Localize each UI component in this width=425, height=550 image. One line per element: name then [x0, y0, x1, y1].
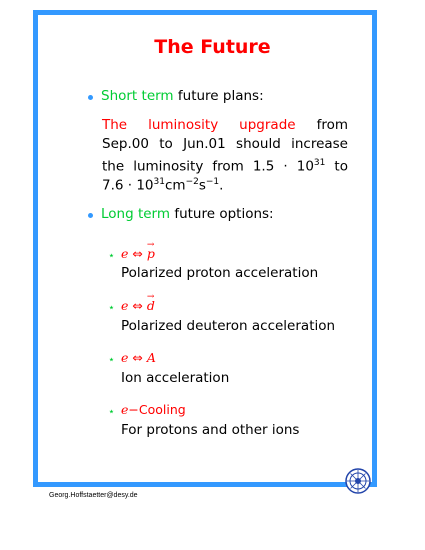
star-bullet-icon: ⋆ [108, 405, 115, 418]
option-formula [121, 298, 155, 314]
long-term-highlight: Long term [101, 206, 171, 222]
formula-rhs-vector: → d [147, 298, 155, 314]
exponent: 31 [313, 158, 326, 168]
long-term-rest: future options: [170, 206, 274, 222]
formula-rhs: A [146, 350, 156, 365]
bullet-dot [88, 95, 93, 100]
para-line-4 [102, 173, 348, 192]
para-word: from [316, 117, 348, 133]
formula-lhs: e [121, 350, 129, 365]
exponent: −2 [185, 177, 199, 187]
dash: − [128, 402, 139, 417]
formula-rhs: Cooling [138, 402, 186, 417]
desy-logo-icon [345, 468, 371, 494]
option-description: For protons and other ions [121, 422, 300, 438]
para-line-1 [102, 116, 348, 135]
para-word: luminosity [148, 117, 219, 133]
para-word: upgrade [239, 117, 296, 133]
footer-email: Georg.Hoffstaetter@desy.de [49, 492, 138, 499]
slide-content [38, 15, 372, 482]
unit-cm: cm [164, 177, 186, 194]
short-term-rest: future plans: [173, 88, 264, 104]
double-arrow-icon: ⇔ [132, 350, 143, 365]
short-term-highlight: Short term [101, 88, 174, 104]
para-line-4-text: 7.6 · 10 [102, 177, 154, 194]
short-term-heading [101, 88, 264, 105]
para-line-2: Sep.00 to Jun.01 should increase [102, 136, 348, 152]
double-arrow-icon: ⇔ [132, 246, 143, 261]
star-bullet-icon: ⋆ [108, 301, 115, 314]
para-line-3 [102, 154, 348, 173]
option-formula [121, 246, 155, 262]
para-line-3-text: the luminosity from 1.5 · 10 [102, 158, 314, 175]
formula-rhs-vector: → p [147, 246, 155, 262]
option-description: Ion acceleration [121, 370, 230, 386]
short-term-paragraph [102, 116, 348, 192]
unit-s: s [198, 177, 206, 194]
star-bullet-icon: ⋆ [108, 353, 115, 366]
option-description: Polarized proton acceleration [121, 265, 319, 281]
period: . [219, 177, 224, 194]
long-term-heading [101, 206, 274, 223]
option-description: Polarized deuteron acceleration [121, 318, 336, 334]
double-arrow-icon: ⇔ [132, 298, 143, 313]
exponent: −1 [205, 177, 220, 187]
bullet-dot [88, 213, 93, 218]
formula-lhs: e [121, 246, 129, 261]
slide-frame [33, 10, 377, 487]
para-line-3-end: to [325, 158, 348, 175]
formula-lhs: e [121, 298, 129, 313]
page-title: The Future [154, 36, 271, 58]
formula-lhs: e [121, 402, 129, 417]
para-word: The [102, 117, 128, 133]
exponent: 31 [153, 177, 165, 187]
star-bullet-icon: ⋆ [108, 249, 115, 262]
option-formula [121, 402, 186, 418]
option-formula [121, 350, 156, 366]
